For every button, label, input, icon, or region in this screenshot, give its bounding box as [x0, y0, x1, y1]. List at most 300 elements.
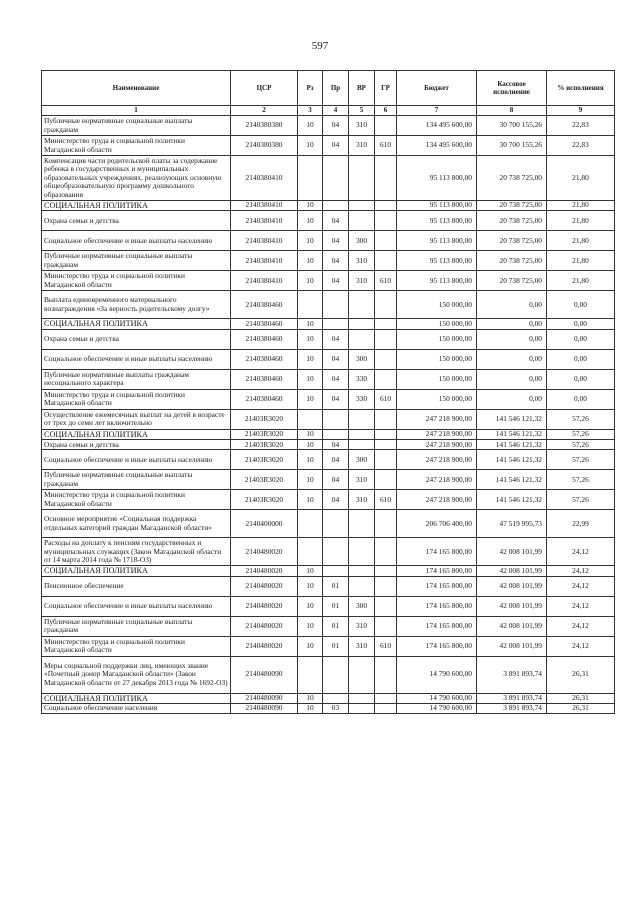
cell-vr	[349, 329, 375, 349]
cell-percent-execution: 0,00	[547, 389, 615, 409]
cell-gr	[375, 349, 397, 369]
cell-pr	[323, 510, 349, 538]
header-name: Наименование	[42, 71, 231, 106]
cell-vr	[349, 211, 375, 231]
cell-csr: 2140480020	[231, 538, 298, 566]
cell-gr: 610	[375, 136, 397, 156]
cell-gr	[375, 231, 397, 251]
cell-rz: 10	[298, 576, 323, 596]
cell-cash-execution: 141 546 121,32	[477, 450, 547, 470]
cell-percent-execution: 24,12	[547, 596, 615, 616]
column-number: 4	[323, 106, 349, 116]
cell-name: Публичные нормативные социальные выплаты гражданам	[42, 251, 231, 271]
cell-rz: 10	[298, 211, 323, 231]
cell-csr: 21403R3020	[231, 450, 298, 470]
cell-vr	[349, 704, 375, 714]
cell-cash-execution: 3 891 893,74	[477, 704, 547, 714]
cell-csr: 2140480020	[231, 616, 298, 636]
cell-name: СОЦИАЛЬНАЯ ПОЛИТИКА	[42, 429, 231, 439]
cell-pr	[323, 291, 349, 319]
cell-gr	[375, 211, 397, 231]
cell-budget: 247 218 900,00	[397, 490, 477, 510]
cell-gr	[375, 470, 397, 490]
header-cash-execution: Кассовое исполнение	[477, 71, 547, 106]
column-number: 8	[477, 106, 547, 116]
cell-percent-execution: 57,26	[547, 440, 615, 450]
cell-budget: 95 113 800,00	[397, 271, 477, 291]
cell-budget: 95 113 800,00	[397, 156, 477, 201]
table-row	[42, 510, 615, 538]
cell-rz: 10	[298, 470, 323, 490]
cell-percent-execution: 26,31	[547, 693, 615, 703]
column-number-row	[42, 106, 615, 116]
table-row	[42, 389, 615, 409]
table-row	[42, 440, 615, 450]
cell-budget: 150 000,00	[397, 369, 477, 389]
cell-csr: 2140380460	[231, 291, 298, 319]
cell-vr	[349, 156, 375, 201]
cell-cash-execution: 0,00	[477, 369, 547, 389]
cell-percent-execution: 0,00	[547, 291, 615, 319]
cell-pr: 04	[323, 231, 349, 251]
cell-percent-execution: 57,26	[547, 470, 615, 490]
cell-pr	[323, 566, 349, 576]
cell-vr: 310	[349, 116, 375, 136]
cell-budget: 174 165 800,00	[397, 538, 477, 566]
cell-gr	[375, 429, 397, 439]
cell-gr	[375, 576, 397, 596]
cell-name: Компенсация части родительской платы за содержание ребенка в государственных и муниципальных образовательных учреждениях, реализующих основную общеобразовательную программу дошкольного образования	[42, 156, 231, 201]
cell-vr: 310	[349, 251, 375, 271]
column-number: 1	[42, 106, 231, 116]
cell-gr	[375, 566, 397, 576]
cell-vr	[349, 440, 375, 450]
cell-csr: 21403R3020	[231, 429, 298, 439]
cell-name: Социальное обеспечение и иные выплаты населению	[42, 596, 231, 616]
cell-pr: 04	[323, 251, 349, 271]
cell-vr	[349, 510, 375, 538]
cell-csr: 2140380460	[231, 389, 298, 409]
cell-budget: 14 790 600,00	[397, 693, 477, 703]
cell-budget: 174 165 800,00	[397, 636, 477, 656]
cell-cash-execution: 3 891 893,74	[477, 693, 547, 703]
cell-percent-execution: 24,12	[547, 538, 615, 566]
cell-rz	[298, 510, 323, 538]
cell-vr	[349, 656, 375, 693]
cell-csr: 2140380460	[231, 369, 298, 389]
cell-cash-execution: 20 738 725,00	[477, 271, 547, 291]
cell-rz	[298, 656, 323, 693]
cell-pr	[323, 319, 349, 329]
cell-budget: 247 218 900,00	[397, 429, 477, 439]
cell-percent-execution: 22,83	[547, 136, 615, 156]
cell-gr	[375, 616, 397, 636]
cell-pr: 04	[323, 136, 349, 156]
cell-rz: 10	[298, 349, 323, 369]
cell-rz: 10	[298, 596, 323, 616]
cell-pr: 04	[323, 369, 349, 389]
cell-pr: 04	[323, 211, 349, 231]
page-number: 597	[311, 40, 329, 52]
cell-name: Министерство труда и социальной политики Магаданской области	[42, 636, 231, 656]
cell-csr: 2140480090	[231, 704, 298, 714]
cell-gr: 610	[375, 389, 397, 409]
budget-table	[41, 70, 615, 714]
cell-csr: 2140380380	[231, 116, 298, 136]
cell-rz: 10	[298, 251, 323, 271]
cell-cash-execution: 20 738 725,00	[477, 156, 547, 201]
cell-csr: 2140480090	[231, 656, 298, 693]
cell-vr: 310	[349, 616, 375, 636]
cell-pr: 04	[323, 271, 349, 291]
cell-pr	[323, 201, 349, 211]
cell-rz: 10	[298, 319, 323, 329]
cell-budget: 134 495 600,00	[397, 116, 477, 136]
cell-gr	[375, 440, 397, 450]
cell-percent-execution: 57,26	[547, 450, 615, 470]
table-row	[42, 116, 615, 136]
cell-gr	[375, 291, 397, 319]
cell-gr	[375, 319, 397, 329]
cell-csr: 2140380410	[231, 231, 298, 251]
cell-name: Социальное обеспечение населения	[42, 704, 231, 714]
cell-vr	[349, 429, 375, 439]
cell-budget: 247 218 900,00	[397, 409, 477, 429]
cell-percent-execution: 22,83	[547, 116, 615, 136]
cell-budget: 95 113 800,00	[397, 251, 477, 271]
cell-name: Министерство труда и социальной политики Магаданской области	[42, 389, 231, 409]
cell-name: Публичные нормативные социальные выплаты гражданам	[42, 616, 231, 636]
table-row	[42, 319, 615, 329]
cell-name: Социальное обеспечение и иные выплаты населению	[42, 450, 231, 470]
cell-name: Охрана семьи и детства	[42, 211, 231, 231]
cell-cash-execution: 141 546 121,32	[477, 470, 547, 490]
table-row	[42, 429, 615, 439]
table-row	[42, 231, 615, 251]
cell-percent-execution: 21,80	[547, 231, 615, 251]
cell-gr	[375, 693, 397, 703]
cell-vr	[349, 409, 375, 429]
cell-rz: 10	[298, 231, 323, 251]
cell-gr	[375, 596, 397, 616]
cell-rz: 10	[298, 201, 323, 211]
cell-vr: 310	[349, 470, 375, 490]
cell-cash-execution: 141 546 121,32	[477, 490, 547, 510]
cell-rz	[298, 538, 323, 566]
cell-cash-execution: 42 008 101,99	[477, 636, 547, 656]
cell-percent-execution: 0,00	[547, 319, 615, 329]
cell-gr	[375, 510, 397, 538]
cell-rz: 10	[298, 440, 323, 450]
cell-gr	[375, 409, 397, 429]
cell-cash-execution: 141 546 121,32	[477, 440, 547, 450]
header-percent-execution: % исполнения	[547, 71, 615, 106]
cell-gr: 610	[375, 490, 397, 510]
cell-csr: 2140380380	[231, 136, 298, 156]
cell-rz: 10	[298, 566, 323, 576]
table-row	[42, 693, 615, 703]
cell-csr: 2140380410	[231, 271, 298, 291]
cell-csr: 2140380410	[231, 251, 298, 271]
cell-name: СОЦИАЛЬНАЯ ПОЛИТИКА	[42, 693, 231, 703]
cell-pr: 04	[323, 349, 349, 369]
cell-vr: 310	[349, 636, 375, 656]
cell-csr: 2140380410	[231, 156, 298, 201]
cell-budget: 150 000,00	[397, 291, 477, 319]
cell-cash-execution: 20 738 725,00	[477, 231, 547, 251]
cell-budget: 206 706 400,00	[397, 510, 477, 538]
cell-budget: 95 113 800,00	[397, 211, 477, 231]
cell-name: Охрана семьи и детства	[42, 440, 231, 450]
cell-rz	[298, 291, 323, 319]
cell-gr	[375, 329, 397, 349]
table-body	[42, 116, 615, 714]
cell-pr: 04	[323, 329, 349, 349]
table-row	[42, 349, 615, 369]
table-row	[42, 616, 615, 636]
column-number: 7	[397, 106, 477, 116]
cell-rz: 10	[298, 616, 323, 636]
cell-cash-execution: 20 738 725,00	[477, 201, 547, 211]
cell-percent-execution: 21,80	[547, 156, 615, 201]
table-row	[42, 369, 615, 389]
cell-percent-execution: 21,80	[547, 201, 615, 211]
header-csr: ЦСР	[231, 71, 298, 106]
cell-cash-execution: 0,00	[477, 329, 547, 349]
header-vr: ВР	[349, 71, 375, 106]
cell-budget: 174 165 800,00	[397, 596, 477, 616]
cell-name: Выплата единовременного материального вознаграждения «За верность родительскому долгу»	[42, 291, 231, 319]
cell-pr: 04	[323, 450, 349, 470]
cell-percent-execution: 0,00	[547, 349, 615, 369]
table-row	[42, 596, 615, 616]
column-number: 5	[349, 106, 375, 116]
cell-name: Осуществление ежемесячных выплат на детей в возрасте от трех до семи лет включительно	[42, 409, 231, 429]
cell-csr: 2140480020	[231, 566, 298, 576]
cell-name: Расходы на доплату к пенсиям государственных и муниципальных служащих (Закон Магаданской области от 14 марта 2014 года № 1718-ОЗ)	[42, 538, 231, 566]
cell-vr: 300	[349, 596, 375, 616]
cell-name: СОЦИАЛЬНАЯ ПОЛИТИКА	[42, 201, 231, 211]
cell-rz: 10	[298, 136, 323, 156]
cell-gr	[375, 369, 397, 389]
cell-pr: 04	[323, 470, 349, 490]
cell-vr: 300	[349, 231, 375, 251]
cell-percent-execution: 26,31	[547, 656, 615, 693]
cell-csr: 2140480020	[231, 596, 298, 616]
table-row	[42, 329, 615, 349]
table-row	[42, 636, 615, 656]
cell-csr: 21403R3020	[231, 409, 298, 429]
table-row	[42, 450, 615, 470]
cell-budget: 174 165 800,00	[397, 566, 477, 576]
cell-csr: 21403R3020	[231, 470, 298, 490]
cell-cash-execution: 42 008 101,99	[477, 576, 547, 596]
cell-budget: 95 113 800,00	[397, 231, 477, 251]
cell-percent-execution: 57,26	[547, 490, 615, 510]
cell-name: Пенсионное обеспечение	[42, 576, 231, 596]
cell-budget: 150 000,00	[397, 389, 477, 409]
cell-cash-execution: 0,00	[477, 319, 547, 329]
cell-vr	[349, 576, 375, 596]
cell-budget: 134 495 600,00	[397, 136, 477, 156]
cell-csr: 2140380410	[231, 211, 298, 231]
cell-name: Публичные нормативные выплаты гражданам несоциального характера	[42, 369, 231, 389]
cell-percent-execution: 22,99	[547, 510, 615, 538]
cell-csr: 21403R3020	[231, 490, 298, 510]
cell-percent-execution: 21,80	[547, 271, 615, 291]
cell-budget: 150 000,00	[397, 349, 477, 369]
cell-name: СОЦИАЛЬНАЯ ПОЛИТИКА	[42, 566, 231, 576]
cell-rz: 10	[298, 329, 323, 349]
cell-name: Министерство труда и социальной политики Магаданской области	[42, 136, 231, 156]
table-row	[42, 576, 615, 596]
cell-pr: 01	[323, 616, 349, 636]
cell-percent-execution: 57,26	[547, 429, 615, 439]
cell-pr	[323, 656, 349, 693]
cell-vr: 310	[349, 490, 375, 510]
cell-cash-execution: 141 546 121,32	[477, 409, 547, 429]
cell-gr	[375, 116, 397, 136]
cell-vr: 310	[349, 136, 375, 156]
cell-rz: 10	[298, 271, 323, 291]
cell-percent-execution: 21,80	[547, 251, 615, 271]
cell-vr: 330	[349, 369, 375, 389]
cell-vr: 330	[349, 389, 375, 409]
cell-csr: 2140480090	[231, 693, 298, 703]
column-number: 6	[375, 106, 397, 116]
cell-pr: 03	[323, 704, 349, 714]
cell-gr	[375, 538, 397, 566]
cell-csr: 2140380460	[231, 349, 298, 369]
cell-cash-execution: 30 700 155,26	[477, 116, 547, 136]
cell-name: Основное мероприятие «Социальная поддержка отдельных категорий граждан Магаданской области»	[42, 510, 231, 538]
cell-vr	[349, 693, 375, 703]
cell-name: Социальное обеспечение и иные выплаты населению	[42, 349, 231, 369]
table-row	[42, 538, 615, 566]
column-number: 9	[547, 106, 615, 116]
cell-percent-execution: 0,00	[547, 369, 615, 389]
cell-pr	[323, 429, 349, 439]
cell-budget: 14 790 600,00	[397, 704, 477, 714]
cell-csr: 2140400000	[231, 510, 298, 538]
cell-cash-execution: 0,00	[477, 389, 547, 409]
cell-cash-execution: 47 519 995,73	[477, 510, 547, 538]
cell-pr: 01	[323, 596, 349, 616]
cell-budget: 95 113 800,00	[397, 201, 477, 211]
cell-csr: 2140480020	[231, 636, 298, 656]
cell-budget: 247 218 900,00	[397, 440, 477, 450]
cell-pr	[323, 409, 349, 429]
table-row	[42, 211, 615, 231]
cell-budget: 14 790 600,00	[397, 656, 477, 693]
cell-rz: 10	[298, 636, 323, 656]
cell-csr: 2140380460	[231, 329, 298, 349]
table-row	[42, 490, 615, 510]
cell-name: Публичные нормативные социальные выплаты гражданам	[42, 116, 231, 136]
cell-rz: 10	[298, 693, 323, 703]
table-row	[42, 470, 615, 490]
cell-rz: 10	[298, 450, 323, 470]
cell-name: Министерство труда и социальной политики Магаданской области	[42, 490, 231, 510]
cell-cash-execution: 20 738 725,00	[477, 251, 547, 271]
cell-vr	[349, 319, 375, 329]
table-header-row	[42, 71, 615, 106]
cell-rz: 10	[298, 389, 323, 409]
cell-pr: 04	[323, 440, 349, 450]
cell-pr: 04	[323, 490, 349, 510]
cell-percent-execution: 24,12	[547, 566, 615, 576]
cell-percent-execution: 24,12	[547, 576, 615, 596]
cell-name: Меры социальной поддержки лиц, имеющих звание «Почетный донор Магаданской области» (Закон Магаданской области от 27 декабря 2013 года № 1692-ОЗ)	[42, 656, 231, 693]
table-row	[42, 656, 615, 693]
cell-vr	[349, 566, 375, 576]
header-budget: Бюджет	[397, 71, 477, 106]
cell-budget: 247 218 900,00	[397, 470, 477, 490]
cell-rz: 10	[298, 490, 323, 510]
cell-rz: 10	[298, 116, 323, 136]
cell-gr	[375, 704, 397, 714]
column-number: 2	[231, 106, 298, 116]
cell-name: СОЦИАЛЬНАЯ ПОЛИТИКА	[42, 319, 231, 329]
cell-gr	[375, 156, 397, 201]
cell-csr: 2140380460	[231, 319, 298, 329]
cell-percent-execution: 24,12	[547, 616, 615, 636]
cell-name: Охрана семьи и детства	[42, 329, 231, 349]
cell-budget: 247 218 900,00	[397, 450, 477, 470]
header-rz: Рз	[298, 71, 323, 106]
table-row	[42, 271, 615, 291]
cell-gr	[375, 450, 397, 470]
cell-cash-execution: 0,00	[477, 291, 547, 319]
cell-percent-execution: 21,80	[547, 211, 615, 231]
cell-vr	[349, 201, 375, 211]
cell-cash-execution: 42 008 101,99	[477, 596, 547, 616]
cell-csr: 21403R3020	[231, 440, 298, 450]
table-row	[42, 566, 615, 576]
cell-percent-execution: 57,26	[547, 409, 615, 429]
cell-rz	[298, 156, 323, 201]
table-row	[42, 704, 615, 714]
cell-name: Публичные нормативные социальные выплаты гражданам	[42, 470, 231, 490]
cell-vr	[349, 538, 375, 566]
table-row	[42, 201, 615, 211]
cell-gr: 610	[375, 636, 397, 656]
cell-pr: 04	[323, 389, 349, 409]
header-pr: Пр	[323, 71, 349, 106]
cell-pr	[323, 538, 349, 566]
cell-vr: 310	[349, 271, 375, 291]
cell-cash-execution: 141 546 121,32	[477, 429, 547, 439]
table-row	[42, 251, 615, 271]
cell-gr	[375, 656, 397, 693]
table-row	[42, 291, 615, 319]
cell-percent-execution: 26,31	[547, 704, 615, 714]
cell-name: Социальное обеспечение и иные выплаты населению	[42, 231, 231, 251]
cell-csr: 2140480020	[231, 576, 298, 596]
table-row	[42, 156, 615, 201]
cell-pr: 01	[323, 636, 349, 656]
cell-cash-execution: 3 891 893,74	[477, 656, 547, 693]
cell-gr: 610	[375, 271, 397, 291]
cell-percent-execution: 0,00	[547, 329, 615, 349]
cell-vr	[349, 291, 375, 319]
cell-cash-execution: 42 008 101,99	[477, 566, 547, 576]
cell-pr	[323, 693, 349, 703]
cell-vr: 300	[349, 450, 375, 470]
table-row	[42, 409, 615, 429]
cell-rz	[298, 409, 323, 429]
cell-percent-execution: 24,12	[547, 636, 615, 656]
